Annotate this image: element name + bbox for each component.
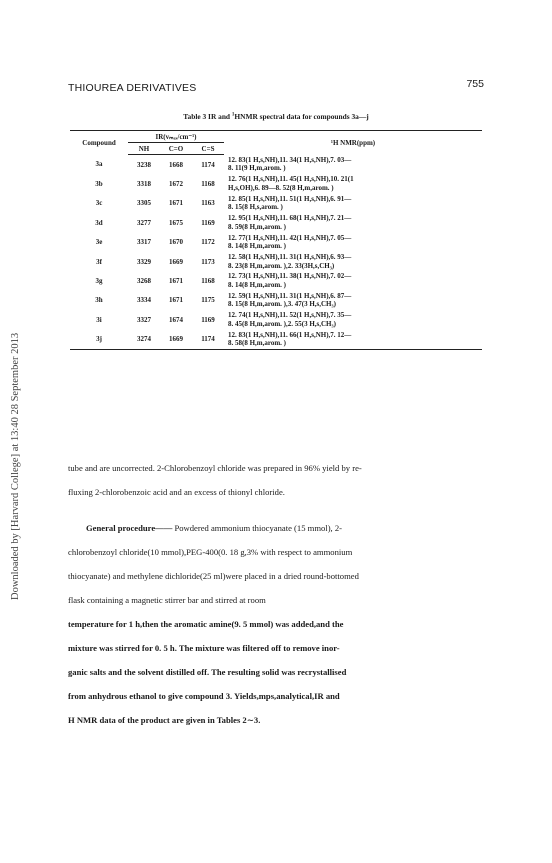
nmr-cell [224, 271, 482, 290]
running-title: THIOUREA DERIVATIVES [68, 82, 197, 94]
header-co: C=O [160, 143, 192, 155]
ir-cs-cell: 1172 [201, 238, 215, 247]
ir-co-cell: 1671 [169, 277, 183, 286]
table-caption-rest: HNMR spectral data for compounds 3a—j [234, 112, 369, 121]
ir-nh-cell: 3268 [137, 277, 151, 286]
ir-cs-cell: 1168 [201, 180, 215, 189]
paragraph-preparation [68, 456, 486, 504]
ir-cs-cell: 1168 [201, 277, 215, 286]
nmr-cell [224, 330, 482, 350]
header-ir: IR(vₘₐₓ/cm⁻¹) [128, 131, 224, 143]
nmr-line: 12. 58(1 H,s,NH),11. 31(1 H,s,NH),6. 93— [228, 253, 352, 262]
ir-nh-cell: 3238 [137, 160, 151, 169]
procedure-heading: General procedure—— [86, 523, 173, 533]
spectral-data-table [70, 130, 482, 350]
nmr-line: 12. 83(1 H,s,NH),11. 66(1 H,s,NH),7. 12— [228, 330, 352, 339]
ir-cs-cell: 1169 [201, 315, 215, 324]
ir-co-cell: 1675 [169, 218, 183, 227]
compound-cell: 3e [95, 238, 103, 247]
procedure-line-rest: Powdered ammonium thiocyanate (15 mmol), 2- [172, 523, 343, 533]
ir-nh-cell: 3334 [137, 296, 151, 305]
compound-cell: 3a [95, 160, 103, 169]
paragraph-line: from anhydrous ethanol to give compound 3. Yields,mps,analytical,IR and [68, 691, 340, 701]
ir-co-cell: 1671 [169, 199, 183, 208]
ir-cs-cell: 1175 [201, 296, 215, 305]
paragraph-line: temperature for 1 h,then the aromatic amine(9. 5 mmol) was added,and the [68, 619, 344, 629]
paragraph-line: tube and are uncorrected. 2-Chlorobenzoyl chloride was prepared in 96% yield by re- [68, 463, 362, 473]
ir-nh-cell: 3305 [137, 199, 151, 208]
nmr-line: 12. 77(1 H,s,NH),11. 42(1 H,s,NH),7. 05— [228, 233, 352, 242]
nmr-cell [224, 213, 482, 232]
ir-co-cell: 1669 [169, 257, 183, 266]
nmr-line: 8. 58(8 H,m,arom. ) [228, 339, 286, 348]
nmr-line: 12. 76(1 H,s,NH),11. 45(1 H,s,NH),10. 21(1 [228, 175, 354, 184]
nmr-line: 8. 15(8 H,s,arom. ) [228, 203, 283, 212]
paragraph-line: ganic salts and the solvent distilled off. The resulting solid was recrystallised [68, 667, 347, 677]
nmr-line: 8. 15(8 H,m,arom. ),3. 47(3 H,s,CH₃) [228, 300, 336, 309]
nmr-line: 12. 74(1 H,s,NH),11. 52(1 H,s,NH),7. 35— [228, 311, 352, 320]
table-row [70, 213, 482, 232]
table-row [70, 310, 482, 329]
ir-co-cell: 1669 [160, 330, 192, 350]
nmr-line: 12. 85(1 H,s,NH),11. 51(1 H,s,NH),6. 91— [228, 194, 352, 203]
table-row [70, 271, 482, 290]
paragraph-line: thiocyanate) and methylene dichloride(25 ml)were placed in a dried round-bottomed [68, 571, 359, 581]
nmr-line: 8. 59(8 H,m,arom. ) [228, 222, 286, 231]
header-nmr: ¹H NMR(ppm) [224, 131, 482, 155]
nmr-line: 12. 83(1 H,s,NH),11. 34(1 H,s,NH),7. 03— [228, 155, 352, 164]
nmr-cell [224, 291, 482, 310]
download-watermark-text: Downloaded by [Harvard College] at 13:40 28 September 2013 [10, 332, 21, 600]
table-row [70, 330, 482, 350]
nmr-cell [224, 194, 482, 213]
paragraph-procedure-continued [68, 612, 486, 732]
nmr-cell [224, 310, 482, 329]
nmr-line: H,s,OH),6. 89—8. 52(8 H,m,arom. ) [228, 184, 334, 193]
compound-cell: 3c [95, 199, 103, 208]
nmr-cell [224, 155, 482, 175]
ir-nh-cell: 3274 [128, 330, 160, 350]
paragraph-line: mixture was stirred for 0. 5 h. The mixture was filtered off to remove inor- [68, 643, 340, 653]
paragraph-line: H NMR data of the product are given in Tables 2∼3. [68, 715, 261, 725]
ir-co-cell: 1671 [169, 296, 183, 305]
header-nh: NH [128, 143, 160, 155]
compound-cell: 3i [96, 315, 102, 324]
compound-cell: 3f [96, 257, 102, 266]
nmr-line: 8. 14(8 H,m,arom. ) [228, 242, 286, 251]
compound-cell: 3g [95, 277, 103, 286]
paragraph-line [68, 516, 486, 540]
header-cs: C=S [192, 143, 224, 155]
ir-nh-cell: 3327 [137, 315, 151, 324]
table-row [70, 174, 482, 193]
paragraph-line: chlorobenzoyl chloride(10 mmol),PEG-400(0. 18 g,3% with respect to ammonium [68, 547, 353, 557]
compound-cell: 3h [95, 296, 103, 305]
nmr-line: 8. 23(8 H,m,arom. ),2. 33(3H,s,CH₃) [228, 261, 335, 270]
nmr-line: 12. 73(1 H,s,NH),11. 38(1 H,s,NH),7. 02— [228, 272, 352, 281]
ir-co-cell: 1674 [169, 315, 183, 324]
ir-nh-cell: 3329 [137, 257, 151, 266]
ir-cs-cell: 1174 [192, 330, 224, 350]
nmr-line: 12. 59(1 H,s,NH),11. 31(1 H,s,NH),6. 87— [228, 291, 352, 300]
paragraph-line: fluxing 2-chlorobenzoic acid and an excess of thionyl chloride. [68, 487, 285, 497]
nmr-cell [224, 174, 482, 193]
header-compound: Compound [70, 131, 128, 155]
ir-cs-cell: 1163 [201, 199, 215, 208]
nmr-line: 8. 11(9 H,m,arom. ) [228, 164, 286, 173]
nmr-cell [224, 252, 482, 271]
ir-cs-cell: 1169 [201, 218, 215, 227]
ir-co-cell: 1670 [169, 238, 183, 247]
table-row [70, 291, 482, 310]
ir-nh-cell: 3317 [137, 238, 151, 247]
compound-cell: 3d [95, 218, 103, 227]
ir-co-cell: 1668 [169, 160, 183, 169]
nmr-cell [224, 233, 482, 252]
ir-cs-cell: 1173 [201, 257, 215, 266]
page-number: 755 [466, 78, 484, 90]
table-caption-prefix: Table 3 IR and [183, 112, 232, 121]
table-row [70, 233, 482, 252]
ir-cs-cell: 1174 [201, 160, 215, 169]
ir-co-cell: 1672 [169, 180, 183, 189]
table-caption-sup: 1 [231, 112, 235, 118]
compound-cell: 3j [70, 330, 128, 350]
table-caption [0, 112, 552, 121]
table-row [70, 194, 482, 213]
ir-nh-cell: 3277 [137, 218, 151, 227]
compound-cell: 3b [95, 180, 103, 189]
table-body [70, 155, 482, 350]
table-row [70, 155, 482, 175]
running-header [68, 78, 484, 96]
nmr-line: 8. 14(8 H,m,arom. ) [228, 281, 286, 290]
ir-nh-cell: 3318 [137, 180, 151, 189]
nmr-line: 12. 95(1 H,s,NH),11. 68(1 H,s,NH),7. 21— [228, 214, 352, 223]
paragraph-general-procedure [68, 516, 486, 612]
paragraph-line: flask containing a magnetic stirrer bar and stirred at room [68, 595, 266, 605]
nmr-line: 8. 45(8 H,m,arom. ),2. 55(3 H,s,CH₃) [228, 319, 336, 328]
table-row [70, 252, 482, 271]
